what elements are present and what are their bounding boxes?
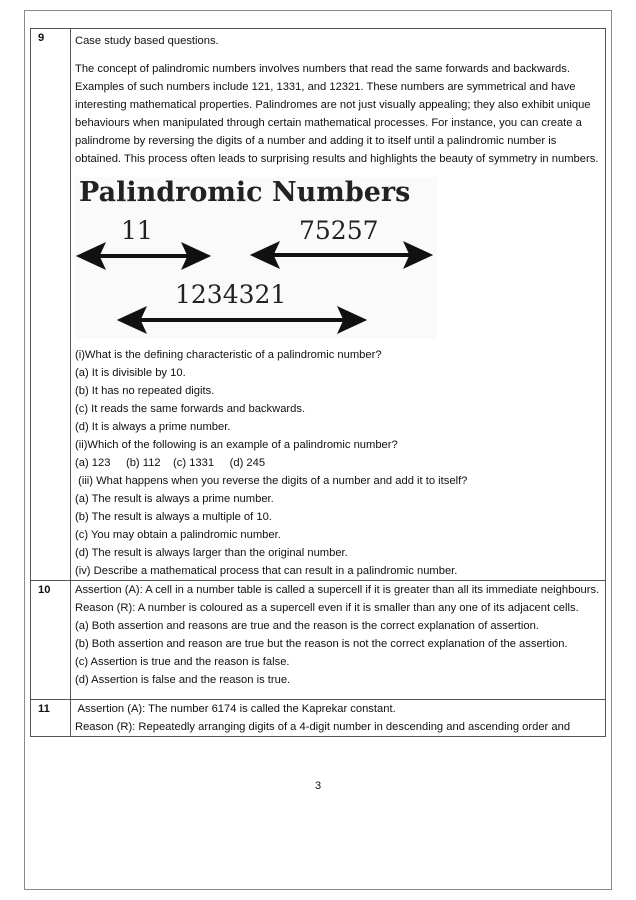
option-line: (b) The result is always a multiple of 10. [75, 511, 272, 523]
palindrome-illustration [75, 177, 437, 339]
assertion-text: Assertion (A): The number 6174 is called the Kaprekar constant. [75, 703, 396, 715]
number-11-label: 11 [121, 216, 153, 245]
option-line: (c) It reads the same forwards and backwards. [75, 403, 306, 415]
sub-question-line: (i)What is the defining characteristic of a palindromic number? [75, 349, 382, 361]
option-line: (b) It has no repeated digits. [75, 385, 215, 397]
reason-text: Reason (R): A number is coloured as a supercell even if it is smaller than any one of its adjacent cells. [75, 602, 579, 614]
case-study-passage: The concept of palindromic numbers involves numbers that read the same forwards and backwards. Examples of such numbers include 121, 1331, and 12321. These numbers are symmetrical and have interesting mathematical properties. Palindromes are not just visually appealing; they also exhibit unique behaviours when manipulated through certain mathematical processes. For instance, you can create a palindrome by reversing the digits of a number and adding it to itself until a palindromic number is obtained. This process often leads to surprising results and highlights the beauty of symmetry in numbers. [75, 63, 599, 165]
question-number: 9 [31, 29, 71, 581]
figure-title: Palindromic Numbers [79, 177, 411, 208]
option-line: (a) Both assertion and reasons are true and the reason is the correct explanation of assertion. [75, 620, 539, 632]
sub-question-line: (iv) Describe a mathematical process that can result in a palindromic number. [75, 565, 458, 577]
option-line: (d) Assertion is false and the reason is true. [75, 674, 291, 686]
question-number: 10 [31, 581, 71, 700]
sub-question-line: (ii)Which of the following is an example of a palindromic number? [75, 439, 398, 451]
option-line: (c) Assertion is true and the reason is false. [75, 656, 290, 668]
option-line: (a) It is divisible by 10. [75, 367, 186, 379]
sub-question-line: (iii) What happens when you reverse the digits of a number and add it to itself? [75, 475, 468, 487]
question-row-9 [31, 29, 606, 581]
question-body [71, 581, 606, 700]
option-line: (a) The result is always a prime number. [75, 493, 274, 505]
question-body [71, 700, 606, 737]
question-body [71, 29, 606, 581]
palindromic-numbers-figure [75, 177, 437, 339]
number-1234321-label: 1234321 [175, 280, 287, 309]
assertion-text: Assertion (A): A cell in a number table is called a supercell if it is greater than all its immediate neighbours. [75, 584, 600, 596]
number-75257-label: 75257 [299, 216, 379, 245]
question-heading: Case study based questions. [75, 35, 219, 47]
option-line: (d) The result is always larger than the original number. [75, 547, 348, 559]
option-line: (d) It is always a prime number. [75, 421, 231, 433]
option-line: (c) You may obtain a palindromic number. [75, 529, 281, 541]
reason-text: Reason (R): Repeatedly arranging digits of a 4-digit number in descending and ascending order and [75, 721, 571, 733]
questions-table [30, 28, 606, 737]
question-number: 11 [31, 700, 71, 737]
page-number: 3 [314, 780, 322, 792]
question-row-11 [31, 700, 606, 737]
question-row-10 [31, 581, 606, 700]
option-line: (a) 123 (b) 112 (c) 1331 (d) 245 [75, 457, 266, 469]
option-line: (b) Both assertion and reason are true but the reason is not the correct explanation of the assertion. [75, 638, 568, 650]
